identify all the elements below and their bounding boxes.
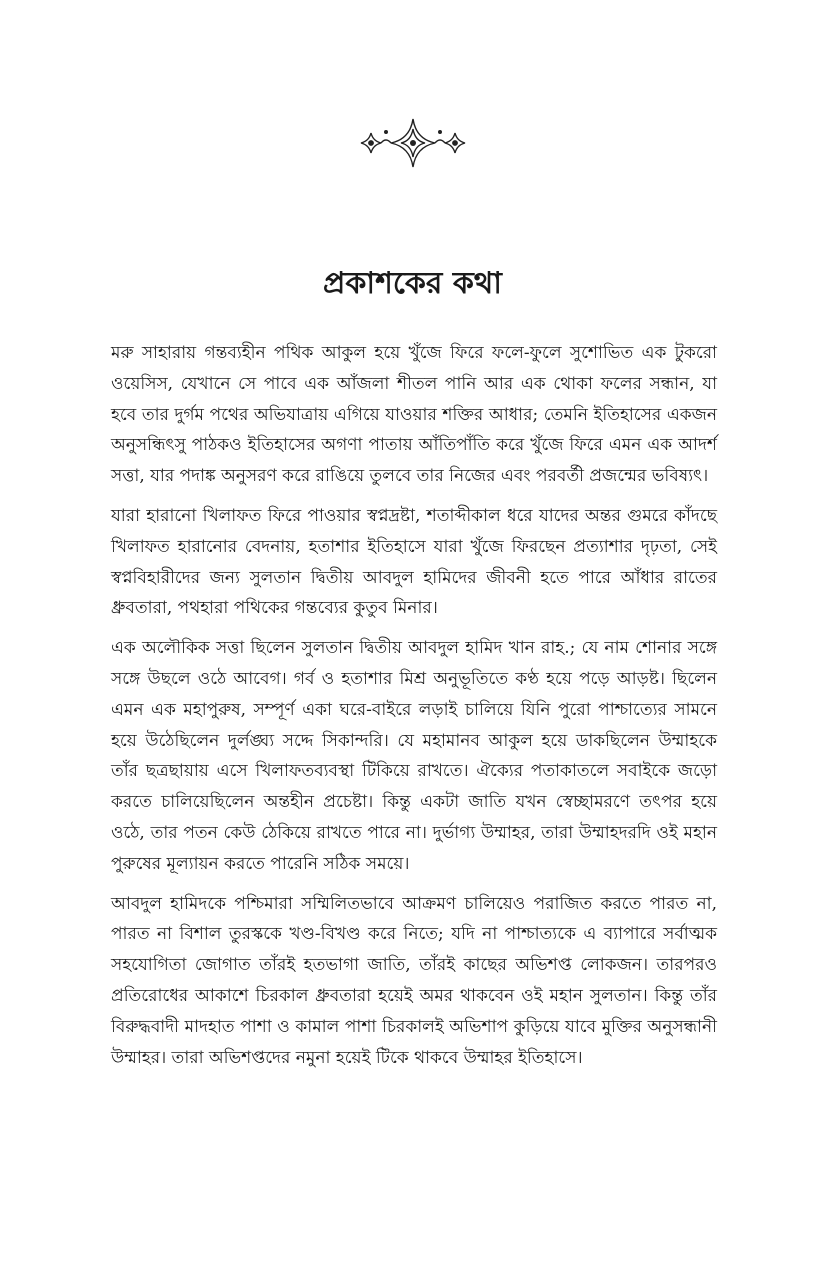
paragraph: আবদুল হামিদকে পশ্চিমারা সম্মিলিতভাবে আক্রমণ চালিয়েও পরাজিত করতে পারত না, পারত না বিশাল তুরস্ককে খণ্ড-বিখণ্ড করে নিতে; যদি না পাশ্চাত্যকে এ ব্যাপারে সর্বাত্মক সহযোগিতা জোগাত তাঁরই হতভাগা জাতি, তাঁরই কাছের অভিশপ্ত লোকজন। তারপরও প্রতিরোধের আকাশে চিরকাল ধ্রুবতারা হয়েই অমর থাকবেন ওই মহান সুলতান। কিন্তু তাঁর বিরুদ্ধবাদী মাদহাত পাশা ও কামাল পাশা চিরকালই অভিশাপ কুড়িয়ে যাবে মুক্তির অনুসন্ধানী উম্মাহর। তারা অভিশপ্তদের নমুনা হয়েই টিকে থাকবে উম্মাহর ইতিহাসে।	[111, 893, 717, 1068]
body-text	[111, 338, 717, 1082]
paragraph: যারা হারানো খিলাফত ফিরে পাওয়ার স্বপ্নদ্রষ্টা, শতাব্দীকাল ধরে যাদের অন্তর গুমরে কাঁদছে খিলাফত হারানোর বেদনায়, হতাশার ইতিহাসে যারা খুঁজে ফিরছেন প্রত্যাশার দৃঢ়তা, সেই স্বপ্নবিহারীদের জন্য সুলতান দ্বিতীয় আবদুল হামিদের জীবনী হতে পারে আঁধার রাতের ধ্রুবতারা, পথহারা পথিকের গন্তব্যের কুতুব মিনার।	[111, 505, 717, 619]
ornament	[0, 115, 825, 175]
diamond-flourish-icon	[358, 115, 468, 171]
paragraph: মরু সাহারায় গন্তব্যহীন পথিক আকুল হয়ে খুঁজে ফিরে ফলে-ফুলে সুশোভিত এক টুকরো ওয়েসিস, যেখানে সে পাবে এক আঁজলা শীতল পানি আর এক থোকা ফলের সন্ধান, যা হবে তার দুর্গম পথের অভিযাত্রায় এগিয়ে যাওয়ার শক্তির আধার; তেমনি ইতিহাসের একজন অনুসন্ধিৎসু পাঠকও ইতিহাসের অগণা পাতায় আঁতিপাঁতি করে খুঁজে ফিরে এমন এক আদর্শ সত্তা, যার পদাঙ্ক অনুসরণ করে রাঙিয়ে তুলবে তার নিজের এবং পরবর্তী প্রজন্মের ভবিষ্যৎ।	[111, 343, 717, 487]
page-title: প্রকাশকের কথা	[323, 266, 502, 301]
paragraph: এক অলৌকিক সত্তা ছিলেন সুলতান দ্বিতীয় আবদুল হামিদ খান রাহ.; যে নাম শোনার সঙ্গে সঙ্গে উছলে ওঠে আবেগ। গর্ব ও হতাশার মিশ্র অনুভূতিতে কণ্ঠ হয়ে পড়ে আড়ষ্ট। ছিলেন এমন এক মহাপুরুষ, সম্পূর্ণ একা ঘরে-বাইরে লড়াই চালিয়ে যিনি পুরো পাশ্চাত্যের সামনে হয়ে উঠেছিলেন দুর্লঙ্ঘ্য সদ্দে সিকান্দরি। যে মহামানব আকুল হয়ে ডাকছিলেন উম্মাহকে তাঁর ছত্রছায়ায় এসে খিলাফতব্যবস্থা টিকিয়ে রাখতে। ঐক্যের পতাকাতলে সবাইকে জড়ো করতে চালিয়েছিলেন অন্তহীন প্রচেষ্টা। কিন্তু একটা জাতি যখন স্বেচ্ছামরণে তৎপর হয়ে ওঠে, তার পতন কেউ ঠেকিয়ে রাখতে পারে না। দুর্ভাগ্য উম্মাহর, তারা উম্মাহদরদি ওই মহান পুরুষের মূল্যায়ন করতে পারেনি সঠিক সময়ে।	[111, 638, 717, 874]
